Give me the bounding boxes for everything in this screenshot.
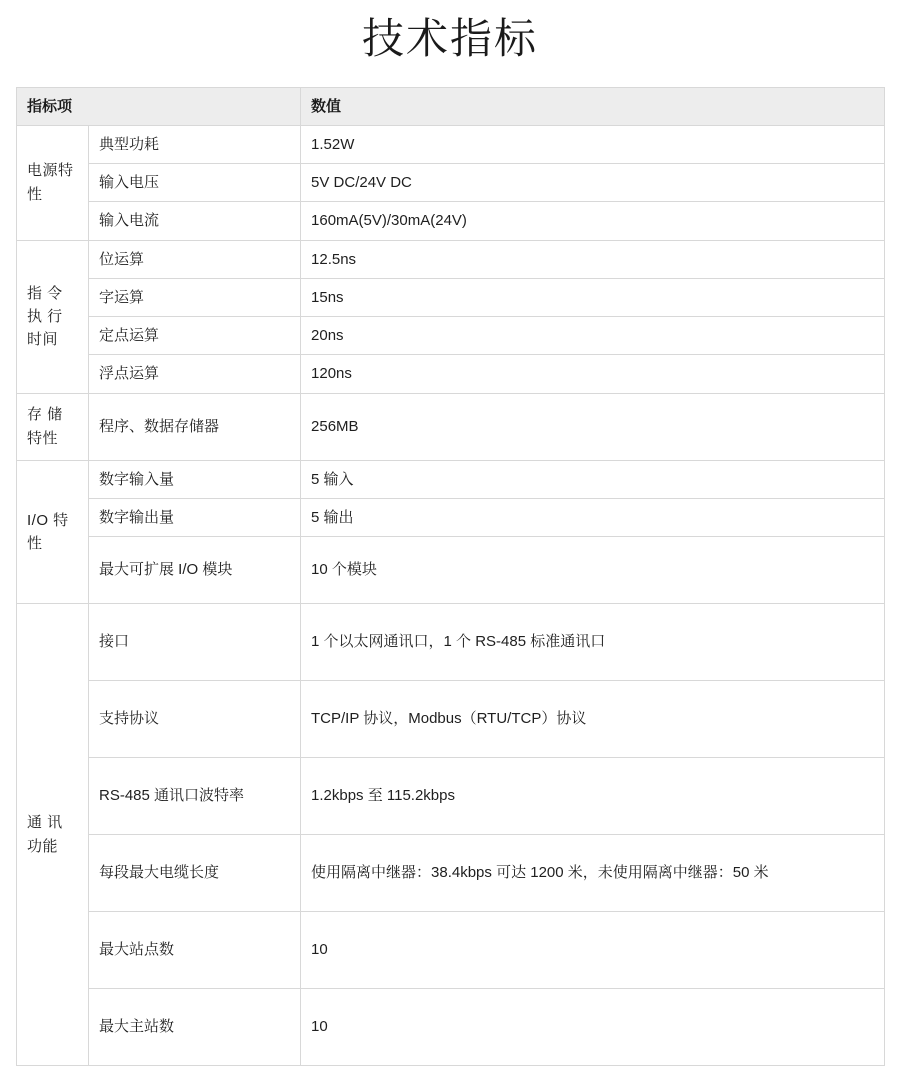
item-cell: 定点运算 [89, 317, 301, 355]
header-cell-item: 指标项 [17, 87, 301, 125]
value-cell: 5 输入 [301, 460, 885, 498]
item-cell: 数字输入量 [89, 460, 301, 498]
table-body [17, 125, 885, 1065]
table-row [17, 537, 885, 604]
item-cell: 最大可扩展 I/O 模块 [89, 537, 301, 604]
item-cell: 输入电压 [89, 164, 301, 202]
item-cell: 每段最大电缆长度 [89, 835, 301, 912]
table-row [17, 125, 885, 163]
item-cell: 程序、数据存储器 [89, 393, 301, 460]
page-title: 技术指标 [361, 15, 538, 62]
category-cell-storage: 存 储 特性 [17, 393, 89, 460]
value-cell: 5V DC/24V DC [301, 164, 885, 202]
table-row [17, 278, 885, 316]
table-row [17, 317, 885, 355]
table-row [17, 460, 885, 498]
technical-spec-table [16, 87, 885, 1066]
table-row [17, 604, 885, 681]
value-cell: TCP/IP 协议，Modbus（RTU/TCP）协议 [301, 681, 885, 758]
value-cell: 5 输出 [301, 498, 885, 536]
item-cell: 位运算 [89, 240, 301, 278]
item-cell: 最大站点数 [89, 912, 301, 989]
spec-page [0, 12, 900, 1036]
table-row [17, 164, 885, 202]
value-cell: 1.52W [301, 125, 885, 163]
item-cell: 支持协议 [89, 681, 301, 758]
item-cell: 浮点运算 [89, 355, 301, 393]
value-cell: 使用隔离中继器：38.4kbps 可达 1200 米，未使用隔离中继器：50 米 [301, 835, 885, 912]
table-row [17, 835, 885, 912]
value-cell: 1 个以太网通讯口，1 个 RS-485 标准通讯口 [301, 604, 885, 681]
value-cell: 12.5ns [301, 240, 885, 278]
table-row [17, 758, 885, 835]
header-cell-value: 数值 [301, 87, 885, 125]
item-cell: RS-485 通讯口波特率 [89, 758, 301, 835]
item-cell: 输入电流 [89, 202, 301, 240]
value-cell: 15ns [301, 278, 885, 316]
value-cell: 20ns [301, 317, 885, 355]
table-row [17, 240, 885, 278]
table-row [17, 202, 885, 240]
table-row [17, 989, 885, 1066]
item-cell: 数字输出量 [89, 498, 301, 536]
table-row [17, 498, 885, 536]
value-cell: 256MB [301, 393, 885, 460]
table-header-row [17, 87, 885, 125]
item-cell: 字运算 [89, 278, 301, 316]
category-cell-io: I/O 特性 [17, 460, 89, 604]
table-row [17, 681, 885, 758]
value-cell: 1.2kbps 至 115.2kbps [301, 758, 885, 835]
table-head [17, 87, 885, 125]
table-row [17, 355, 885, 393]
value-cell: 10 [301, 912, 885, 989]
value-cell: 160mA(5V)/30mA(24V) [301, 202, 885, 240]
category-cell-power: 电源特性 [17, 125, 89, 240]
table-row [17, 912, 885, 989]
item-cell: 接口 [89, 604, 301, 681]
value-cell: 120ns [301, 355, 885, 393]
item-cell: 典型功耗 [89, 125, 301, 163]
item-cell: 最大主站数 [89, 989, 301, 1066]
table-row [17, 393, 885, 460]
category-cell-communication: 通 讯 功能 [17, 604, 89, 1066]
category-cell-instruction-time: 指 令 执 行 时间 [17, 240, 89, 393]
spec-table-container [0, 87, 900, 1066]
value-cell: 10 [301, 989, 885, 1066]
value-cell: 10 个模块 [301, 537, 885, 604]
